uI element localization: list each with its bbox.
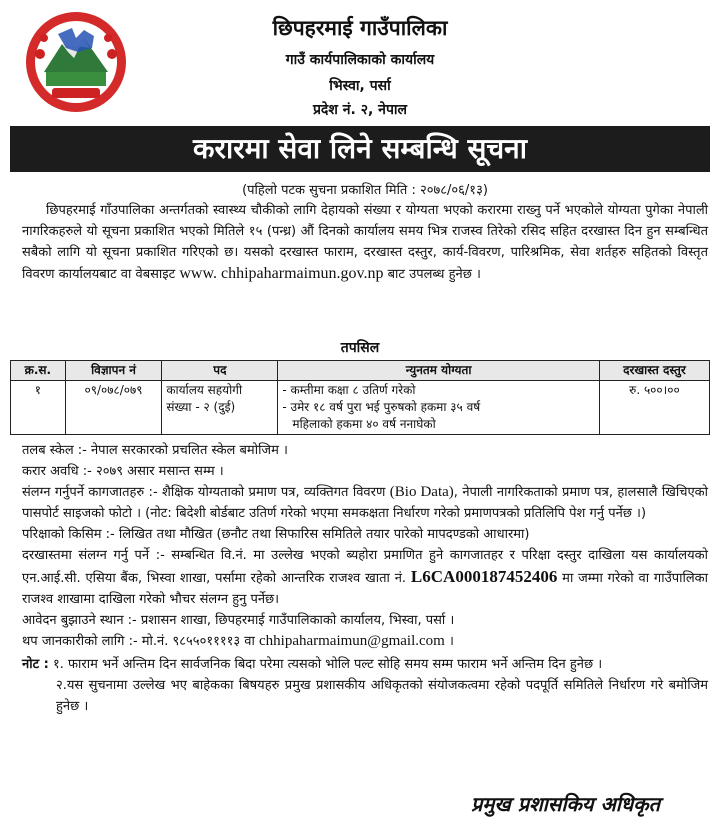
required-documents-text: संलग्न गर्नुपर्ने कागजातहरु :- शैक्षिक योग्यताको प्रमाण पत्र, व्यक्तिगत विवरण	[22, 485, 386, 500]
notice-title-banner: करारमा सेवा लिने सम्बन्धि सूचना	[10, 126, 710, 172]
contact-info	[22, 631, 708, 652]
cell-fee: रु. ५००।००	[599, 381, 709, 435]
bio-data-text: (Bio Data)	[389, 484, 454, 500]
col-header-post: पद	[162, 361, 278, 381]
col-header-ad-no: विज्ञापन नं	[65, 361, 162, 381]
signature-title: प्रमुख प्रशासकिय अधिकृत	[471, 792, 660, 816]
contact-phone: थप जानकारीको लागि :- मो.नं. ९८५५०११११३ वा	[22, 634, 255, 649]
salary-scale: तलब स्केल :- नेपाल सरकारको प्रचलित स्केल बमोजिम ।	[22, 443, 288, 458]
cell-ad-no: ०९/०७८/०७९	[65, 381, 162, 435]
cell-qualification	[278, 381, 599, 435]
attachments-text: दरखास्तमा संलग्न गर्नु पर्ने :- सम्बन्धित वि.नं. मा उल्लेख भएको ब्यहोरा प्रमाणित हुने कागजातहर र परिक्षा दस्तुर दाखिला यस कार्यालयको एन.आई.सी. एसिया बैंक, भिस्वा शाखा, पर्सामा रहेको आन्तरिक राजश्व खाता नं.	[22, 548, 708, 586]
intro-tail: बाट उपलब्ध हुनेछ ।	[387, 267, 481, 282]
post-count: संख्या - २ (दुई)	[166, 400, 236, 414]
note-1	[22, 654, 708, 675]
application-attachments	[22, 545, 708, 610]
details-section	[22, 440, 708, 717]
note-1-text: १. फाराम भर्ने अन्तिम दिन सार्वजनिक बिदा परेमा त्यसको भोलि पल्ट सोहि समय सम्म फाराम भर्ने अन्तिम दिन हुनेछ ।	[53, 657, 603, 672]
qualification-1: - कम्तीमा कक्षा ८ उतिर्ण गरेको	[282, 383, 416, 397]
contract-period: करार अवधि :- २०७९ असार मसान्त सम्म ।	[22, 464, 224, 479]
intro-text: छिपहरमाई गाँउपालिका अन्तर्गतको स्वास्थ्य चौकीको लागि देहायको संख्या र योग्यता भएको करारमा राख्नु पर्ने भएकोले योग्यता पुगेका नेपाली नागरिकहरुले यो सूचना प्रकाशित भएको मितिले १५ (पन्ध्र) औं दिनको कार्यालय समय भित्र राजस्व तिरेको रसिद सहित दरखास्त दिन हुन सम्बन्धित सबैको लागि यो सूचना प्रकाशित गरिएको छ। यसको दरखास्त फाराम, दरखास्त दस्तुर, कार्य-विवरण, पारिश्रमिक, सेवा शर्तहरु सहितको विस्तृत विवरण कार्यालयबाट वा वेबसाइट	[22, 203, 708, 282]
intro-paragraph	[22, 200, 708, 285]
qualification-3: महिलाको हकमा ४० वर्ष ननाघेको	[292, 417, 436, 431]
attachments-rest: मा जम्मा गरेको वा गाउँपालिका राजश्व शाखामा दाखिला गरेको भौचर संलग्न हुनु पर्नेछ।	[22, 571, 708, 607]
office-name: गाउँ कार्यपालिकाको कार्यालय	[285, 52, 435, 68]
table-row	[11, 381, 710, 435]
publish-date-note: (पहिलो पटक सुचना प्रकाशित मिति : २०७८/०६/१३)	[242, 183, 488, 198]
contact-email-link[interactable]: chhipaharmaimun@gmail.com	[259, 633, 445, 649]
submission-place: आवेदन बुझाउने स्थान :- प्रशासन शाखा, छिपहरमाई गाउँपालिकाको कार्यालय, भिस्वा, पर्सा ।	[22, 613, 455, 628]
municipality-name: छिपहरमाई गाउँपालिका	[272, 16, 448, 40]
post-name: कार्यालय सहयोगी	[166, 383, 243, 397]
note-label: नोट :	[22, 657, 49, 672]
cell-post	[162, 381, 278, 435]
required-documents-rest: , नेपाली नागरिकताको प्रमाण पत्र, हालसालै खिचिएको पासपोर्ट साइजको फोटो । (नोट: बिदेशी बोर्डबाट उतिर्ण गरेको भएमा समकक्षता निर्धारण गरेको प्रमाणपत्रको प्रतिलिपि पेश गर्नु पर्नेछ ।)	[22, 485, 708, 521]
vacancy-table	[10, 360, 710, 435]
qualification-2: - उमेर १८ वर्ष पुरा भई पुरुषको हकमा ३५ वर्ष	[282, 400, 481, 414]
account-number: L6CA000187452406	[410, 567, 558, 586]
contact-end: ।	[449, 634, 454, 649]
note-2: २.यस सुचनामा उल्लेख भए बाहेकका बिषयहरु प्रमुख प्रशासकीय अधिकृतको संयोजकत्वमा रहेको पदपूर्ति समितिले निर्धारण गरे बमोजिम हुनेछ ।	[56, 678, 708, 714]
required-documents	[22, 482, 708, 524]
col-header-fee: दरखास्त दस्तुर	[599, 361, 709, 381]
cell-sn: १	[11, 381, 66, 435]
website-link[interactable]: www. chhipaharmaimun.gov.np	[179, 265, 384, 282]
col-header-qualification: न्युनतम योग्यता	[278, 361, 599, 381]
col-header-sn: क्र.स.	[11, 361, 66, 381]
office-address: भिस्वा, पर्सा	[329, 78, 391, 94]
table-title: तपसिल	[340, 340, 380, 356]
exam-type: परिक्षाको किसिम :- लिखित तथा मौखित (छनौट तथा सिफारिस समितिले तयार पारेको मापदण्डको आधारमा)	[22, 527, 530, 542]
province-line: प्रदेश नं. २, नेपाल	[312, 102, 408, 118]
table-header-row	[11, 361, 710, 381]
